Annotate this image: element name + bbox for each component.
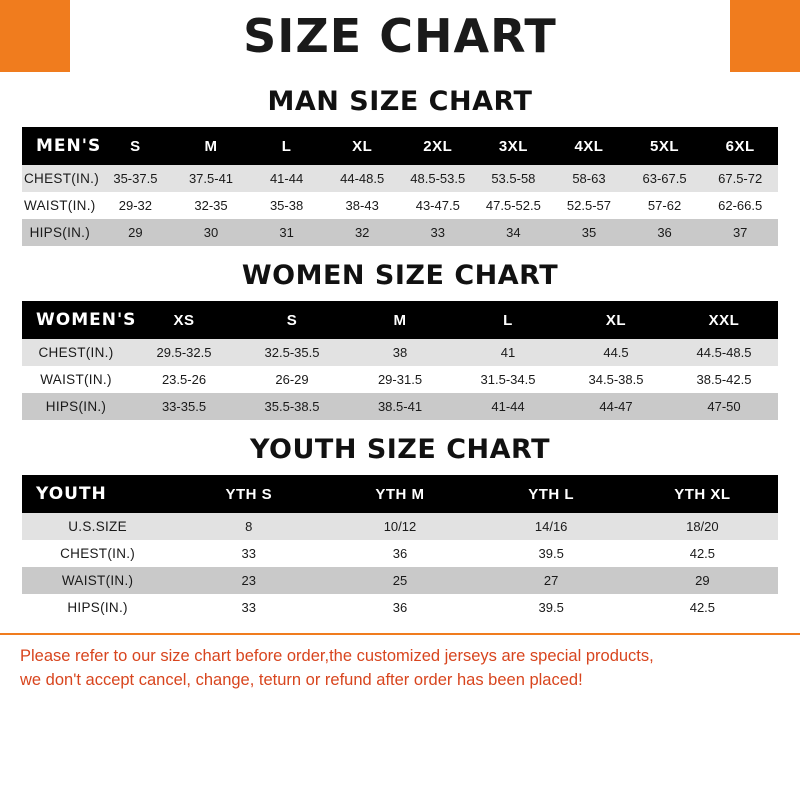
measurement-cell: 38-43 — [324, 192, 400, 219]
table-row — [22, 165, 778, 192]
measurement-cell: 33 — [173, 540, 324, 567]
row-label: CHEST(IN.) — [22, 339, 130, 366]
measurement-cell: 38.5-42.5 — [670, 366, 778, 393]
column-header-size: S — [98, 127, 174, 165]
measurement-cell: 42.5 — [627, 594, 778, 621]
column-header-size: XL — [562, 301, 670, 339]
measurement-cell: 48.5-53.5 — [400, 165, 476, 192]
table-row — [22, 192, 778, 219]
measurement-cell: 34 — [476, 219, 552, 246]
measurement-cell: 29-31.5 — [346, 366, 454, 393]
measurement-cell: 23.5-26 — [130, 366, 238, 393]
page-title: SIZE CHART — [243, 9, 557, 63]
column-header-size: M — [346, 301, 454, 339]
table-header-row — [22, 301, 778, 339]
measurement-cell: 44-48.5 — [324, 165, 400, 192]
table-row — [22, 513, 778, 540]
section-title-women: WOMEN SIZE CHART — [241, 260, 559, 291]
measurement-cell: 32-35 — [173, 192, 249, 219]
measurement-cell: 37.5-41 — [173, 165, 249, 192]
section-title-men: MAN SIZE CHART — [267, 86, 533, 117]
column-header-size: 5XL — [627, 127, 703, 165]
row-label: HIPS(IN.) — [22, 594, 173, 621]
measurement-cell: 57-62 — [627, 192, 703, 219]
banner-accent-left — [0, 0, 70, 72]
header-banner — [0, 0, 800, 72]
measurement-cell: 25 — [324, 567, 475, 594]
note-line-2: we don't accept cancel, change, teturn or refund after order has been placed! — [20, 670, 583, 689]
measurement-cell: 23 — [173, 567, 324, 594]
measurement-cell: 39.5 — [476, 540, 627, 567]
order-policy-note — [0, 633, 800, 693]
table-row — [22, 540, 778, 567]
section-men — [0, 86, 800, 246]
table-header-row — [22, 127, 778, 165]
column-header-size: 3XL — [476, 127, 552, 165]
measurement-cell: 44.5 — [562, 339, 670, 366]
measurement-cell: 38 — [346, 339, 454, 366]
size-table-youth — [22, 475, 778, 621]
table-row — [22, 219, 778, 246]
column-header-size: YTH S — [173, 475, 324, 513]
row-label: WAIST(IN.) — [22, 192, 98, 219]
column-header-rowlabel: YOUTH — [22, 475, 173, 513]
measurement-cell: 41 — [454, 339, 562, 366]
measurement-cell: 36 — [627, 219, 703, 246]
size-table-men — [22, 127, 778, 246]
measurement-cell: 31.5-34.5 — [454, 366, 562, 393]
measurement-cell: 10/12 — [324, 513, 475, 540]
measurement-cell: 62-66.5 — [702, 192, 778, 219]
row-label: HIPS(IN.) — [22, 219, 98, 246]
column-header-size: YTH M — [324, 475, 475, 513]
measurement-cell: 32 — [324, 219, 400, 246]
measurement-cell: 58-63 — [551, 165, 627, 192]
measurement-cell: 30 — [173, 219, 249, 246]
column-header-size: XL — [324, 127, 400, 165]
measurement-cell: 29.5-32.5 — [130, 339, 238, 366]
section-youth — [0, 434, 800, 621]
measurement-cell: 44.5-48.5 — [670, 339, 778, 366]
row-label: CHEST(IN.) — [22, 165, 98, 192]
measurement-cell: 32.5-35.5 — [238, 339, 346, 366]
column-header-size: 4XL — [551, 127, 627, 165]
measurement-cell: 41-44 — [454, 393, 562, 420]
section-women — [0, 260, 800, 420]
column-header-size: YTH L — [476, 475, 627, 513]
column-header-size: L — [249, 127, 325, 165]
measurement-cell: 29-32 — [98, 192, 174, 219]
column-header-size: S — [238, 301, 346, 339]
measurement-cell: 27 — [476, 567, 627, 594]
table-row — [22, 339, 778, 366]
measurement-cell: 34.5-38.5 — [562, 366, 670, 393]
column-header-size: XS — [130, 301, 238, 339]
size-table-women — [22, 301, 778, 420]
table-header-row — [22, 475, 778, 513]
measurement-cell: 31 — [249, 219, 325, 246]
column-header-size: XXL — [670, 301, 778, 339]
section-title-youth: YOUTH SIZE CHART — [249, 434, 551, 465]
row-label: U.S.SIZE — [22, 513, 173, 540]
measurement-cell: 67.5-72 — [702, 165, 778, 192]
measurement-cell: 41-44 — [249, 165, 325, 192]
row-label: WAIST(IN.) — [22, 567, 173, 594]
column-header-size: YTH XL — [627, 475, 778, 513]
measurement-cell: 53.5-58 — [476, 165, 552, 192]
row-label: WAIST(IN.) — [22, 366, 130, 393]
column-header-rowlabel: MEN'S — [22, 127, 98, 165]
measurement-cell: 35 — [551, 219, 627, 246]
table-row — [22, 567, 778, 594]
measurement-cell: 63-67.5 — [627, 165, 703, 192]
measurement-cell: 38.5-41 — [346, 393, 454, 420]
table-row — [22, 594, 778, 621]
measurement-cell: 35.5-38.5 — [238, 393, 346, 420]
measurement-cell: 44-47 — [562, 393, 670, 420]
row-label: CHEST(IN.) — [22, 540, 173, 567]
measurement-cell: 43-47.5 — [400, 192, 476, 219]
measurement-cell: 52.5-57 — [551, 192, 627, 219]
column-header-size: 2XL — [400, 127, 476, 165]
note-line-1: Please refer to our size chart before order,the customized jerseys are special products, — [20, 647, 654, 665]
measurement-cell: 14/16 — [476, 513, 627, 540]
measurement-cell: 33 — [173, 594, 324, 621]
measurement-cell: 35-37.5 — [98, 165, 174, 192]
column-header-rowlabel: WOMEN'S — [22, 301, 130, 339]
measurement-cell: 29 — [627, 567, 778, 594]
measurement-cell: 33 — [400, 219, 476, 246]
column-header-size: M — [173, 127, 249, 165]
column-header-size: 6XL — [702, 127, 778, 165]
measurement-cell: 42.5 — [627, 540, 778, 567]
row-label: HIPS(IN.) — [22, 393, 130, 420]
measurement-cell: 47.5-52.5 — [476, 192, 552, 219]
measurement-cell: 35-38 — [249, 192, 325, 219]
measurement-cell: 37 — [702, 219, 778, 246]
measurement-cell: 36 — [324, 594, 475, 621]
table-row — [22, 366, 778, 393]
measurement-cell: 39.5 — [476, 594, 627, 621]
measurement-cell: 18/20 — [627, 513, 778, 540]
measurement-cell: 29 — [98, 219, 174, 246]
measurement-cell: 26-29 — [238, 366, 346, 393]
table-row — [22, 393, 778, 420]
column-header-size: L — [454, 301, 562, 339]
measurement-cell: 8 — [173, 513, 324, 540]
measurement-cell: 47-50 — [670, 393, 778, 420]
measurement-cell: 36 — [324, 540, 475, 567]
measurement-cell: 33-35.5 — [130, 393, 238, 420]
banner-accent-right — [730, 0, 800, 72]
